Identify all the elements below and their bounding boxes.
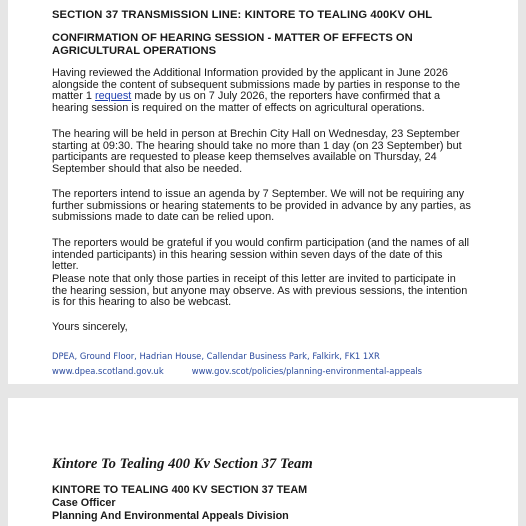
paragraph-agenda: The reporters intend to issue an agenda by 7 September. We will not be requiring any further submissions or hearing statements to be provided in advance by any parties, as submissions made to date can be relied upon. xyxy=(52,188,471,224)
gov-scot-planning-link[interactable]: www.gov.scot/policies/planning-environmental-appeals xyxy=(191,366,423,376)
closing-salutation: Yours sincerely, xyxy=(52,321,128,333)
paragraph-hearing-details: The hearing will be held in person at Brechin City Hall on Wednesday, 23 September starting at 09:30. The hearing should take no more than 1 day (on 23 September) but participants are requested to please keep themselves available on Thursday, 24 September should that also be needed. xyxy=(52,128,462,175)
subtitle-line-1: CONFIRMATION OF HEARING SESSION - MATTER OF EFFECTS ON xyxy=(52,32,413,44)
paragraph-additional-information xyxy=(52,68,472,114)
para1-text-end: made by us on 7 July 2026, the reporters have confirmed that a hearing session is required on the matter of effects on agricultural operations. xyxy=(52,90,441,114)
dpea-website-link[interactable]: www.dpea.scotland.gov.uk xyxy=(52,366,164,376)
paragraph-confirm-participation: The reporters would be grateful if you would confirm participation (and the names of all intended participants) in this hearing session within seven days of the date of this letter. xyxy=(52,237,470,273)
para1-text-start: Having reviewed the Additional Information provided by the applicant in June 2026 alongside the content of subsequent submissions made by parties in response to the matter 1 xyxy=(52,67,461,103)
letter-title: SECTION 37 TRANSMISSION LINE: KINTORE TO TEALING 400KV OHL xyxy=(52,9,433,21)
footer-address: DPEA, Ground Floor, Hadrian House, Callendar Business Park, Falkirk, FK1 1XR xyxy=(52,351,380,361)
letter-subtitle xyxy=(52,32,452,57)
request-link[interactable]: request xyxy=(94,90,132,103)
division-name: Planning And Environmental Appeals Division xyxy=(52,510,289,522)
signature: Kintore To Tealing 400 Kv Section 37 Team xyxy=(52,456,313,472)
paragraph-webcast: Please note that only those parties in receipt of this letter are invited to participate in the hearing session, but anyone may observe. As with previous sessions, the intention is for this hearing to also be webcast. xyxy=(52,273,468,309)
subtitle-line-2: AGRICULTURAL OPERATIONS xyxy=(52,44,217,57)
role-title: Case Officer xyxy=(52,497,116,509)
footer-links xyxy=(52,366,422,376)
team-name: KINTORE TO TEALING 400 KV SECTION 37 TEAM xyxy=(52,484,308,496)
